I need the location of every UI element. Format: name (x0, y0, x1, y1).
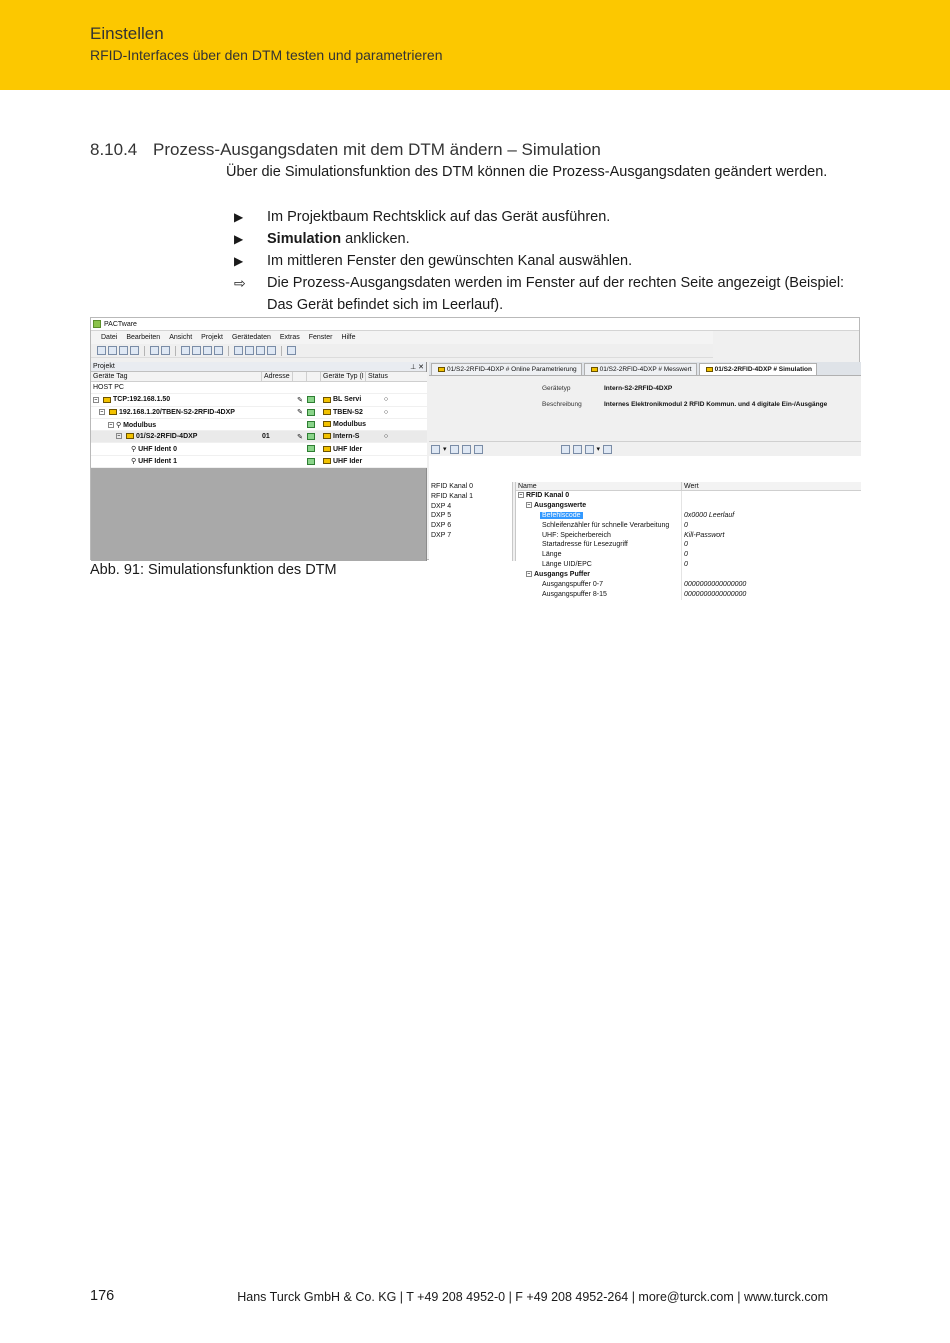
param-row[interactable] (516, 491, 861, 501)
network-icon (307, 458, 321, 465)
tree-row-type (321, 458, 366, 465)
parameter-table (515, 482, 861, 598)
step-rest: anklicken. (341, 231, 410, 247)
menu-geraetedaten[interactable]: Gerätedaten (231, 334, 271, 341)
new-file-icon[interactable] (97, 346, 106, 355)
pane-pin-close-icon[interactable]: ⊥ ✕ (410, 363, 424, 371)
tag-text: Modulbus (123, 421, 157, 429)
tab-label: 01/S2-2RFID-4DXP # Simulation (714, 366, 812, 373)
type-text: Intern-S (333, 433, 360, 441)
tree-row-selected[interactable] (91, 431, 427, 443)
intro-text: Über die Simulationsfunktion des DTM können die Prozess-Ausgangsdaten geändert werden. (226, 164, 828, 180)
channel-item[interactable]: DXP 5 (431, 512, 452, 520)
param-name: Schleifenzähler für schnelle Verarbeitung (516, 521, 682, 531)
save-icon[interactable] (119, 346, 128, 355)
status-icon: ○ (383, 408, 389, 416)
tree-view-icon[interactable] (573, 445, 582, 454)
tree-row[interactable] (91, 407, 427, 419)
param-value[interactable]: 0000000000000000 (684, 590, 747, 598)
step-bold: Simulation (267, 231, 342, 247)
col-wert[interactable]: Wert (684, 483, 699, 490)
param-row[interactable] (516, 560, 861, 570)
host-label: HOST PC (93, 384, 124, 392)
disconnect-icon[interactable] (214, 346, 223, 355)
collapse-icon[interactable]: − (117, 433, 121, 440)
menu-bearbeiten[interactable]: Bearbeiten (126, 334, 161, 341)
step-item (234, 250, 864, 272)
collapse-icon[interactable]: − (100, 408, 104, 415)
menu-fenster[interactable]: Fenster (308, 334, 333, 341)
tree-row-tag (91, 457, 262, 465)
antenna-icon: ⚲ (131, 458, 139, 466)
param-name: Startadresse für Lesezugriff (516, 540, 682, 550)
status-icon: ○ (383, 433, 389, 441)
param-row[interactable] (516, 501, 861, 511)
channel-item[interactable]: DXP 6 (431, 522, 452, 530)
collapse-icon[interactable]: − (109, 421, 113, 428)
device-type-label: Gerätetyp (542, 385, 571, 392)
param-value[interactable]: 0000000000000000 (684, 581, 747, 589)
param-name (516, 570, 682, 580)
pencil-icon: ✎ (297, 433, 303, 441)
device-icon (323, 421, 331, 427)
connect-icon[interactable] (561, 445, 570, 454)
param-row[interactable] (516, 580, 861, 590)
type-text: UHF Ider (333, 457, 363, 465)
menu-bar (91, 331, 713, 344)
device-desc-value: Internes Elektronikmodul 2 RFID Kommun. und 4 digitale Ein-/Ausgänge (604, 401, 828, 408)
simulation-area (429, 482, 861, 598)
section-heading: Prozess-Ausgangsdaten mit dem DTM ändern – Simulation (153, 140, 601, 159)
param-name-text: RFID Kanal 0 (526, 492, 570, 499)
param-name (516, 491, 682, 501)
param-row[interactable] (516, 550, 861, 560)
menu-ansicht[interactable]: Ansicht (169, 334, 193, 341)
menu-datei[interactable]: Datei (101, 334, 118, 341)
open-folder-icon[interactable] (108, 346, 117, 355)
project-pane (91, 362, 427, 561)
tab-messwert[interactable] (584, 363, 697, 375)
project-tree (91, 372, 427, 468)
print-icon[interactable] (130, 346, 139, 355)
param-name (516, 501, 682, 511)
step-item (234, 206, 864, 228)
device-icon (591, 367, 598, 372)
param-value (682, 501, 684, 511)
device-icon (103, 397, 111, 403)
device-icon (323, 446, 331, 452)
device-icon (323, 458, 331, 464)
project-tree-header (91, 372, 427, 382)
device-desc-label: Beschreibung (542, 401, 582, 408)
dropdown-arrow-icon[interactable]: ▾ (596, 446, 601, 453)
type-text: BL Servi (333, 396, 362, 404)
step-text: Im Projektbaum Rechtsklick auf das Gerät ausführen. (267, 209, 611, 225)
upload-icon[interactable] (234, 346, 243, 355)
param-row[interactable] (516, 570, 861, 580)
tree-row-host[interactable] (91, 382, 427, 394)
param-name: Länge (516, 550, 682, 560)
tree-row-tag (91, 445, 262, 453)
app-titlebar (91, 318, 859, 331)
network-icon (307, 421, 321, 428)
section-title (90, 140, 601, 160)
tab-label: 01/S2-2RFID-4DXP # Messwert (599, 366, 692, 373)
collapse-icon[interactable]: − (527, 571, 531, 578)
main-toolbar (91, 344, 713, 358)
channel-list (429, 482, 513, 561)
device-icon (323, 397, 331, 403)
col-network[interactable] (307, 372, 321, 382)
header-band (0, 0, 950, 90)
device-type-value: Intern-S2-2RFID-4DXP (604, 385, 673, 392)
menu-hilfe[interactable]: Hilfe (341, 334, 356, 341)
step-item (234, 228, 864, 250)
network-icon (307, 445, 321, 452)
toolbar-separator (281, 346, 282, 356)
page-number: 176 (90, 1288, 115, 1304)
chapter-title: Einstellen (90, 24, 164, 43)
param-row[interactable] (516, 540, 861, 550)
tab-simulation[interactable] (699, 363, 817, 375)
tree-row-tag (91, 409, 262, 416)
param-name: UHF: Speicherbereich (516, 531, 682, 541)
result-arrow-icon: ⇨ (234, 275, 246, 291)
menu-extras[interactable]: Extras (279, 334, 300, 341)
tree-row-tag (91, 433, 262, 440)
monitor-icon[interactable] (287, 346, 296, 355)
param-name-text: Ausgangs Puffer (534, 571, 591, 579)
collapse-icon[interactable]: − (519, 492, 523, 499)
module-icon: ⚲ (116, 421, 124, 429)
toolbar-separator (228, 346, 229, 356)
channel-item[interactable]: DXP 4 (431, 502, 452, 510)
device-icon (323, 409, 331, 415)
param-value[interactable]: 0 (684, 521, 688, 529)
network-icon (307, 433, 321, 440)
tree-row-type (321, 409, 366, 416)
table-icon[interactable] (462, 445, 471, 454)
pencil-icon: ✎ (297, 396, 303, 404)
param-row[interactable] (516, 521, 861, 531)
tag-text: TCP:192.168.1.50 (113, 396, 171, 404)
app-title: PACTware (104, 320, 137, 328)
channel-item[interactable]: RFID Kanal 1 (431, 492, 474, 500)
step-list (234, 206, 864, 316)
step-result (234, 272, 864, 316)
device-icon (438, 367, 445, 372)
catalog-icon[interactable] (150, 346, 159, 355)
col-adresse[interactable]: Adresse (262, 372, 293, 382)
type-text: TBEN-S2 (333, 408, 363, 416)
param-value[interactable]: 0x0000 Leerlauf (684, 511, 735, 519)
view-icon[interactable] (431, 445, 440, 454)
col-geraete-typ[interactable]: Geräte Typ (I (321, 372, 366, 382)
device-icon (109, 409, 117, 415)
step-text (267, 228, 410, 250)
param-value[interactable]: 0 (684, 541, 688, 549)
col-geraete-tag[interactable]: Geräte Tag (91, 372, 262, 382)
export-icon[interactable] (474, 445, 483, 454)
download-icon[interactable] (245, 346, 254, 355)
param-name: Länge UID/EPC (516, 560, 682, 570)
tree-row-type (321, 396, 366, 403)
subchapter-title: RFID-Interfaces über den DTM testen und parametrieren (90, 47, 443, 63)
param-name: Ausgangspuffer 0-7 (516, 580, 682, 590)
dtm-tabs (429, 362, 861, 376)
dtm-pane (429, 362, 861, 598)
device-info-box (429, 376, 861, 442)
collapse-icon[interactable]: − (94, 396, 98, 403)
tag-text: UHF Ident 1 (138, 458, 177, 466)
window-icon[interactable] (181, 346, 190, 355)
toolbar-separator (175, 346, 176, 356)
triangle-bullet-icon: ▶ (234, 210, 244, 224)
device-icon (323, 433, 331, 439)
device-icon (126, 433, 134, 439)
tree-row[interactable] (91, 419, 427, 431)
device-icon[interactable] (161, 346, 170, 355)
section-number: 8.10.4 (90, 140, 138, 159)
window-icon[interactable] (450, 445, 459, 454)
simulation-toolbar (429, 442, 861, 456)
tree-row-tag (91, 421, 262, 429)
col-name[interactable]: Name (516, 482, 682, 490)
figure-caption: Abb. 91: Simulationsfunktion des DTM (90, 562, 337, 578)
status-icon: ○ (383, 396, 389, 404)
network-icon (307, 409, 321, 416)
tag-text: 01/S2-2RFID-4DXP (136, 433, 198, 441)
print-preview-icon[interactable] (267, 346, 276, 355)
param-value (682, 570, 684, 580)
param-name-text: Befehlscode (542, 511, 581, 519)
param-value (682, 491, 684, 501)
tab-online-parametrierung[interactable] (431, 363, 582, 375)
param-row[interactable] (516, 590, 861, 600)
project-pane-title: Projekt (93, 363, 115, 370)
tree-row[interactable] (91, 394, 427, 406)
param-row[interactable] (516, 531, 861, 541)
pencil-icon: ✎ (297, 409, 303, 417)
tag-text: 192.168.1.20/TBEN-S2-2RFID-4DXP (119, 408, 235, 416)
tree-row-type (321, 421, 366, 428)
connect-icon[interactable] (203, 346, 212, 355)
step-text: Im mittleren Fenster den gewünschten Kanal auswählen. (267, 253, 633, 269)
param-name-text: Ausgangswerte (534, 501, 587, 509)
param-name (516, 511, 682, 521)
tag-text: UHF Ident 0 (138, 446, 177, 454)
param-row-selected[interactable] (516, 511, 861, 521)
footer-contact: Hans Turck GmbH & Co. KG | T +49 208 4952-0 | F +49 208 4952-264 | more@turck.com | www.turck.com (237, 1290, 828, 1304)
triangle-bullet-icon: ▶ (234, 232, 244, 246)
menu-projekt[interactable]: Projekt (201, 334, 223, 341)
pactware-logo-icon (93, 320, 101, 328)
tree-row-type (321, 433, 366, 440)
channel-item[interactable]: RFID Kanal 0 (431, 483, 474, 490)
collapse-icon[interactable]: − (527, 502, 531, 509)
network-icon (307, 396, 321, 403)
toolbar-separator (144, 346, 145, 356)
parameter-table-header (516, 482, 861, 491)
tools-icon[interactable] (256, 346, 265, 355)
tab-label: 01/S2-2RFID-4DXP # Online Parametrierung (447, 366, 577, 373)
type-text: UHF Ider (333, 445, 363, 453)
tree-row-tag (91, 396, 262, 403)
param-name: Ausgangspuffer 8-15 (516, 590, 682, 600)
filter-icon[interactable] (585, 445, 594, 454)
col-edit[interactable] (293, 372, 307, 382)
type-text: Modulbus (333, 421, 367, 429)
col-status[interactable]: Status (368, 372, 388, 380)
tree-row-type (321, 446, 366, 453)
write-icon[interactable] (603, 445, 612, 454)
tree-row[interactable] (91, 456, 427, 468)
project-pane-header (91, 362, 426, 372)
triangle-bullet-icon: ▶ (234, 254, 244, 268)
param-value[interactable]: Kill-Passwort (684, 531, 725, 539)
param-value[interactable]: 0 (684, 551, 688, 559)
antenna-icon: ⚲ (131, 446, 139, 454)
param-value[interactable]: 0 (684, 561, 688, 569)
dropdown-arrow-icon[interactable]: ▾ (443, 446, 447, 453)
step-text: Die Prozess-Ausgangsdaten werden im Fenster auf der rechten Seite angezeigt (Beispiel: Das Gerät befindet sich im Leerlauf). (267, 275, 845, 313)
channel-item[interactable]: DXP 7 (431, 531, 452, 539)
tree-row[interactable] (91, 443, 427, 455)
device-icon (706, 367, 713, 372)
tree-row-address: 01 (262, 433, 270, 441)
layout-icon[interactable] (192, 346, 201, 355)
